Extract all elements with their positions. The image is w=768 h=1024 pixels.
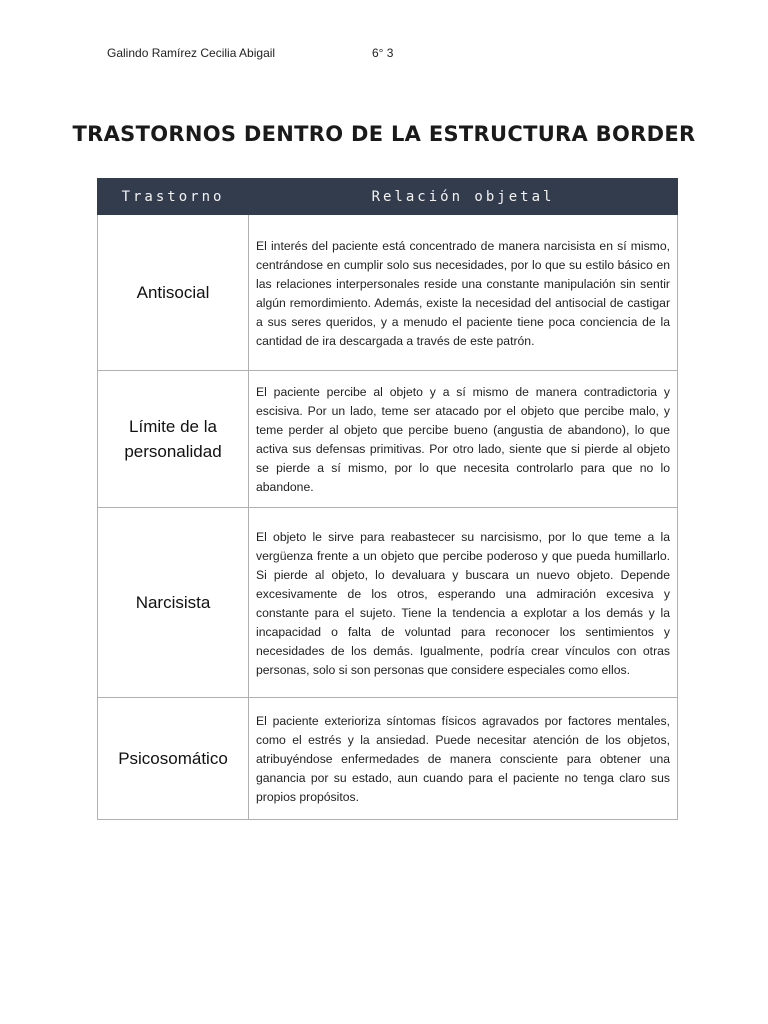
table-row (98, 698, 678, 820)
disorder-name: Psicosomático (98, 698, 249, 820)
table-header-row (98, 179, 678, 215)
column-header-trastorno: Trastorno (98, 179, 249, 215)
disorder-name: Antisocial (98, 215, 249, 371)
group-label: 6° 3 (372, 46, 394, 60)
author-name: Galindo Ramírez Cecilia Abigail (107, 46, 276, 60)
disorder-description: El paciente percibe al objeto y a sí mismo de manera contradictoria y escisiva. Por un lado, teme ser atacado por el objeto que percibe malo, y teme perder al objeto que percibe bueno (angustia de abandono), lo que activa sus defensas primitivas. Por otro lado, siente que si pierde al objeto se pierde a sí mismo, por lo que necesita controlarlo para que no lo abandone. (249, 371, 678, 508)
disorder-name: Narcisista (98, 508, 249, 698)
disorder-description: El objeto le sirve para reabastecer su narcisismo, por lo que teme a la vergüenza frente a un objeto que percibe poderoso y que pueda humillarlo. Si pierde al objeto, lo devaluara y buscara un nuevo objeto. Depende excesivamente de los otros, esperando una admiración excesiva y constante para el sujeto. Tiene la tendencia a explotar a los demás y la incapacidad o falta de voluntad para reconocer los sentimientos y necesidades de los demás. Igualmente, podría crear vínculos con otras personas, solo si son personas que considere especiales como ellos. (249, 508, 678, 698)
table-row (98, 371, 678, 508)
column-header-relacion-objetal: Relación objetal (249, 179, 678, 215)
table-row (98, 508, 678, 698)
document-title: TRASTORNOS DENTRO DE LA ESTRUCTURA BORDER (72, 122, 696, 146)
disorder-name: Límite de la personalidad (98, 371, 249, 508)
disorder-description: El paciente exterioriza síntomas físicos agravados por factores mentales, como el estrés y la ansiedad. Puede necesitar atención de los objetos, atribuyéndose enfermedades de manera consciente para obtener una ganancia por su estado, aun cuando para el paciente no tenga claro sus propios propósitos. (249, 698, 678, 820)
table-row (98, 215, 678, 371)
disorders-table (97, 178, 678, 820)
disorder-description: El interés del paciente está concentrado de manera narcisista en sí mismo, centrándose en cumplir solo sus necesidades, por lo que su estilo básico en las relaciones interpersonales reside una constante manipulación sin sentir algún remordimiento. Además, existe la necesidad del antisocial de castigar a sus seres queridos, y a menudo el paciente tiene poca conciencia de la cantidad de ira descargada a través de este patrón. (249, 215, 678, 371)
